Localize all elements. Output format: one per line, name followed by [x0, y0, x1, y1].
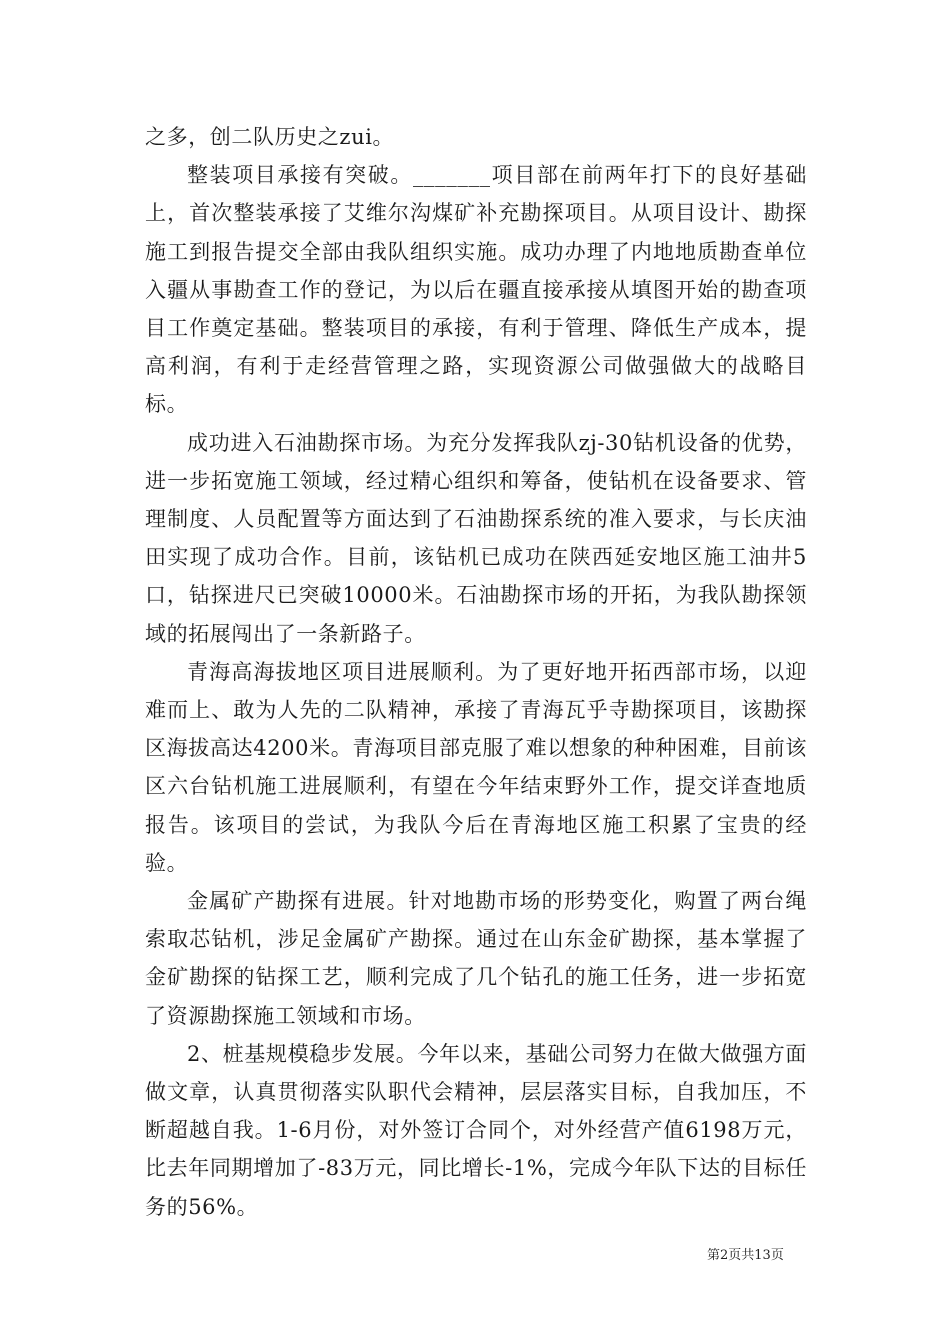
document-body [145, 118, 807, 1226]
paragraph-continuation: 之多，创二队历史之zui。 [145, 125, 395, 149]
paragraph-oil-exploration: 成功进入石油勘探市场。为充分发挥我队zj-30钻机设备的优势，进一步拓宽施工领域，经过精心组织和筹备，使钻机在设备要求、管理制度、人员配置等方面达到了石油勘探系统的准入要求，与长庆油田实现了成功合作。目前，该钻机已成功在陕西延安地区施工油井5口，钻探进尺已突破10000米。石油勘探市场的开拓，为我队勘探领域的拓展闯出了一条新路子。 [145, 430, 807, 646]
paragraph-metal-mineral: 金属矿产勘探有进展。针对地勘市场的形势变化，购置了两台绳索取芯钻机，涉足金属矿产勘探。通过在山东金矿勘探，基本掌握了金矿勘探的钻探工艺，顺利完成了几个钻孔的施工任务，进一步拓宽了资源勘探施工领域和市场。 [145, 889, 807, 1028]
paragraph-pile-foundation: 2、桩基规模稳步发展。今年以来，基础公司努力在做大做强方面做文章，认真贯彻落实队职代会精神，层层落实目标，自我加压，不断超越自我。1-6月份，对外签订合同个，对外经营产值6198万元，比去年同期增加了-83万元，同比增长-1%，完成今年队下达的目标任务的56%。 [145, 1041, 807, 1219]
page-number-footer: 第2页共13页 [707, 1248, 784, 1263]
paragraph-qinghai-project: 青海高海拔地区项目进展顺利。为了更好地开拓西部市场，以迎难而上、敢为人先的二队精神，承接了青海瓦乎寺勘探项目，该勘探区海拔高达4200米。青海项目部克服了难以想象的种种困难，目前该区六台钻机施工进展顺利，有望在今年结束野外工作，提交详查地质报告。该项目的尝试，为我队今后在青海地区施工积累了宝贵的经验。 [145, 659, 807, 875]
paragraph-integrated-project: 整装项目承接有突破。_______项目部在前两年打下的良好基础上，首次整装承接了艾维尔沟煤矿补充勘探项目。从项目设计、勘探施工到报告提交全部由我队组织实施。成功办理了内地地质勘查单位入疆从事勘查工作的登记，为以后在疆直接承接从填图开始的勘查项目工作奠定基础。整装项目的承接，有利于管理、降低生产成本，提高利润，有利于走经营管理之路，实现资源公司做强做大的战略目标。 [145, 163, 807, 417]
